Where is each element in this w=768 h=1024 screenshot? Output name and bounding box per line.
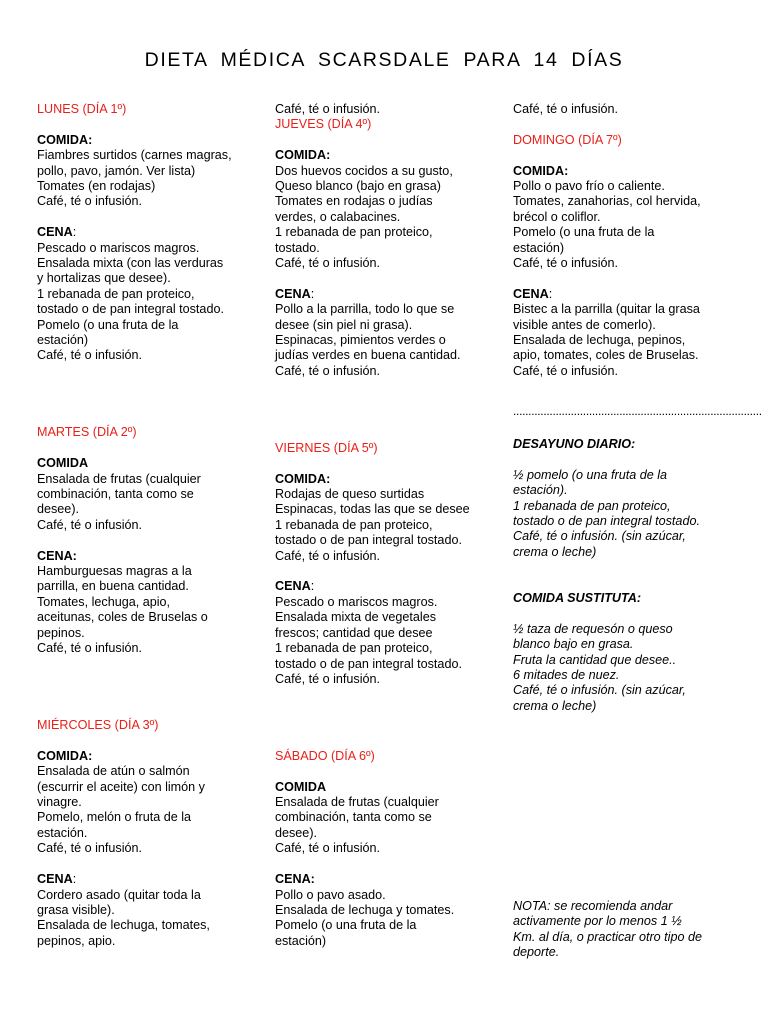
text-line: Ensalada mixta de vegetales [275, 610, 437, 625]
text-line: deporte. [513, 945, 560, 960]
viernes-cena-heading-line [275, 579, 505, 594]
text-line: Fiambres surtidos (carnes magras, [37, 148, 232, 163]
text-line: Pomelo, melón o fruta de la [37, 810, 192, 825]
text-line: Café, té o infusión. [37, 841, 143, 856]
lunes-cena-colon: : [72, 225, 77, 240]
text-line: brécol o coliflor. [513, 209, 601, 224]
text-line: 1 rebanada de pan proteico, [513, 498, 671, 513]
text-line: pepinos, apio. [37, 933, 116, 948]
text-line: Ensalada de lechuga, pepinos, [513, 333, 686, 348]
text-line: Ensalada de lechuga, tomates, [37, 918, 210, 933]
text-line: Tomates en rodajas o judías [275, 194, 433, 209]
text-line: Café, té o infusión. [513, 363, 619, 378]
miercoles-cena-heading-line [37, 872, 267, 887]
viernes-cena-heading: CENA [275, 579, 311, 594]
jueves-cena-heading-line [275, 287, 505, 302]
lunes-comida-heading: COMIDA: [37, 132, 93, 147]
lunes-cena-heading: CENA [37, 225, 73, 240]
text-line: Tomates (en rodajas) [37, 179, 156, 194]
text-line: visible antes de comerlo). [513, 317, 656, 332]
text-line: Pomelo (o una fruta de la [275, 918, 417, 933]
martes-comida-heading: COMIDA [37, 456, 89, 471]
viernes-cena-colon: : [310, 579, 315, 594]
text-line: 1 rebanada de pan proteico, [275, 225, 433, 240]
nota-section [513, 899, 743, 961]
text-line: Ensalada mixta (con las verduras [37, 256, 224, 271]
sabado-cena-list [275, 888, 505, 950]
text-line: frescos; cantidad que desee [275, 625, 433, 640]
text-line: Café, té o infusión. [275, 841, 381, 856]
day-heading-miercoles: MIÉRCOLES (DÍA 3º) [37, 718, 159, 733]
text-line: Espinacas, pimientos verdes o [275, 333, 446, 348]
text-line: Tomates, lechuga, apio, [37, 594, 171, 609]
text-line: Pollo o pavo asado. [275, 887, 386, 902]
text-line: Café, té o infusión. [37, 348, 143, 363]
miercoles-comida-list [37, 764, 267, 856]
text-line: ½ pomelo (o una fruta de la [513, 467, 668, 482]
text-line: activamente por lo menos 1 ½ [513, 914, 682, 929]
text-line: judías verdes en buena cantidad. [275, 348, 461, 363]
text-line: Café, té o infusión. [37, 641, 143, 656]
text-line: Km. al día, o practicar otro tipo de [513, 929, 702, 944]
text-line: Ensalada de atún o salmón [37, 764, 190, 779]
text-line: Cordero asado (quitar toda la [37, 887, 201, 902]
text-line: (escurrir el aceite) con limón y [37, 779, 205, 794]
sabado-comida-list [275, 795, 505, 857]
text-line: Café, té o infusión. [275, 548, 381, 563]
domingo-comida-heading: COMIDA: [513, 163, 569, 178]
text-line: NOTA: se recomienda andar [513, 899, 673, 913]
sabado-cena-heading: CENA: [275, 872, 315, 887]
nota-list [513, 899, 743, 961]
jueves-cena-colon: : [310, 286, 315, 301]
text-line: pollo, pavo, jamón. Ver lista) [37, 163, 196, 178]
text-line: Café, té o infusión. [275, 671, 381, 686]
miercoles-cena-list [37, 888, 267, 950]
sustituta-list [513, 622, 743, 714]
col2-top-line: Café, té o infusión. [275, 102, 381, 116]
column-2 [275, 102, 505, 949]
text-line: tostado o de pan integral tostado. [275, 656, 462, 671]
domingo-cena-colon: : [548, 286, 553, 301]
text-line: aceitunas, coles de Bruselas o [37, 610, 208, 625]
text-line: combinación, tanta como se [275, 810, 432, 825]
page-title: DIETA MÉDICA SCARSDALE PARA 14 DÍAS [144, 49, 624, 71]
text-line: Café, té o infusión. [275, 256, 381, 271]
desayuno-heading: DESAYUNO DIARIO: [513, 437, 636, 451]
dotted-separator: .................................................................................. [513, 404, 762, 418]
day-heading-jueves: JUEVES (DÍA 4º) [275, 117, 372, 132]
text-line: tostado o de pan integral tostado. [275, 533, 462, 548]
day-heading-lunes: LUNES (DÍA 1º) [37, 102, 127, 116]
miercoles-comida-heading: COMIDA: [37, 748, 93, 763]
desayuno-list [513, 468, 743, 560]
domingo-comida-list [513, 179, 743, 271]
text-line: Pescado o mariscos magros. [275, 594, 438, 609]
text-line: verdes, o calabacines. [275, 209, 401, 224]
column-3 [513, 102, 743, 379]
text-line: Ensalada de lechuga y tomates. [275, 902, 455, 917]
text-line: Pomelo (o una fruta de la [513, 225, 655, 240]
text-line: Café, té o infusión. (sin azúcar, [513, 529, 686, 544]
text-line: blanco bajo en grasa. [513, 637, 634, 652]
day-heading-martes: MARTES (DÍA 2º) [37, 425, 137, 440]
sabado-comida-heading: COMIDA [275, 779, 327, 794]
text-line: Rodajas de queso surtidas [275, 487, 425, 502]
text-line: desee (sin piel ni grasa). [275, 317, 413, 332]
text-line: grasa visible). [37, 902, 115, 917]
miercoles-cena-colon: : [72, 872, 77, 887]
text-line: Pollo o pavo frío o caliente. [513, 179, 665, 193]
text-line: Ensalada de frutas (cualquier [37, 471, 201, 486]
text-line: pepinos. [37, 625, 85, 640]
text-line: Espinacas, todas las que se desee [275, 502, 470, 517]
text-line: crema o leche) [513, 698, 597, 713]
text-line: estación) [513, 240, 565, 255]
text-line: tostado o de pan integral tostado. [37, 302, 224, 317]
martes-comida-list [37, 472, 267, 534]
text-line: 1 rebanada de pan proteico, [275, 641, 433, 656]
day-heading-sabado: SÁBADO (DÍA 6º) [275, 748, 375, 763]
text-line: combinación, tanta como se [37, 487, 194, 502]
jueves-comida-heading: COMIDA: [275, 148, 331, 163]
daily-breakfast-section [513, 437, 743, 714]
text-line: estación) [37, 333, 89, 348]
martes-cena-heading: CENA: [37, 548, 77, 563]
viernes-comida-heading: COMIDA: [275, 471, 331, 486]
text-line: Queso blanco (bajo en grasa) [275, 179, 441, 194]
text-line: Tomates, zanahorias, col hervida, [513, 194, 701, 209]
text-line: 6 mitades de nuez. [513, 668, 620, 683]
text-line: Fruta la cantidad que desee.. [513, 652, 677, 667]
domingo-cena-list [513, 302, 743, 379]
jueves-comida-list [275, 164, 505, 272]
text-line: Pomelo (o una fruta de la [37, 317, 179, 332]
lunes-cena-heading-line [37, 225, 267, 240]
column-1 [37, 102, 267, 949]
text-line: Café, té o infusión. [275, 363, 381, 378]
domingo-cena-heading: CENA [513, 286, 549, 301]
viernes-comida-list [275, 487, 505, 564]
text-line: Ensalada de frutas (cualquier [275, 795, 439, 810]
jueves-cena-list [275, 302, 505, 379]
domingo-cena-heading-line [513, 287, 743, 302]
text-line: Dos huevos cocidos a su gusto, [275, 163, 453, 178]
miercoles-cena-heading: CENA [37, 872, 73, 887]
text-line: crema o leche) [513, 544, 597, 559]
text-line: ½ taza de requesón o queso [513, 621, 673, 636]
text-line: Pollo a la parrilla, todo lo que se [275, 302, 455, 317]
text-line: estación. [37, 825, 88, 840]
lunes-cena-list [37, 241, 267, 364]
text-line: Pescado o mariscos magros. [37, 240, 200, 255]
text-line: vinagre. [37, 795, 82, 810]
text-line: desee). [275, 825, 318, 840]
text-line: 1 rebanada de pan proteico, [275, 517, 433, 532]
text-line: y hortalizas que desee). [37, 271, 171, 286]
martes-cena-list [37, 564, 267, 656]
text-line: desee). [37, 502, 80, 517]
text-line: Café, té o infusión. [513, 256, 619, 271]
text-line: Café, té o infusión. [37, 194, 143, 209]
jueves-cena-heading: CENA [275, 286, 311, 301]
day-heading-domingo: DOMINGO (DÍA 7º) [513, 132, 622, 147]
viernes-cena-list [275, 595, 505, 687]
text-line: Café, té o infusión. [37, 517, 143, 532]
text-line: Café, té o infusión. (sin azúcar, [513, 683, 686, 698]
col3-top-line: Café, té o infusión. [513, 102, 619, 116]
sustituta-heading: COMIDA SUSTITUTA: [513, 591, 642, 606]
text-line: tostado o de pan integral tostado. [513, 514, 700, 529]
text-line: Bistec a la parrilla (quitar la grasa [513, 302, 700, 317]
text-line: parrilla, en buena cantidad. [37, 579, 189, 594]
text-line: 1 rebanada de pan proteico, [37, 286, 195, 301]
text-line: Hamburguesas magras a la [37, 564, 192, 579]
text-line: apio, tomates, coles de Bruselas. [513, 348, 699, 363]
lunes-comida-list [37, 148, 267, 210]
text-line: estación) [275, 933, 327, 948]
text-line: estación). [513, 483, 568, 498]
text-line: tostado. [275, 240, 320, 255]
day-heading-viernes: VIERNES (DÍA 5º) [275, 440, 378, 455]
